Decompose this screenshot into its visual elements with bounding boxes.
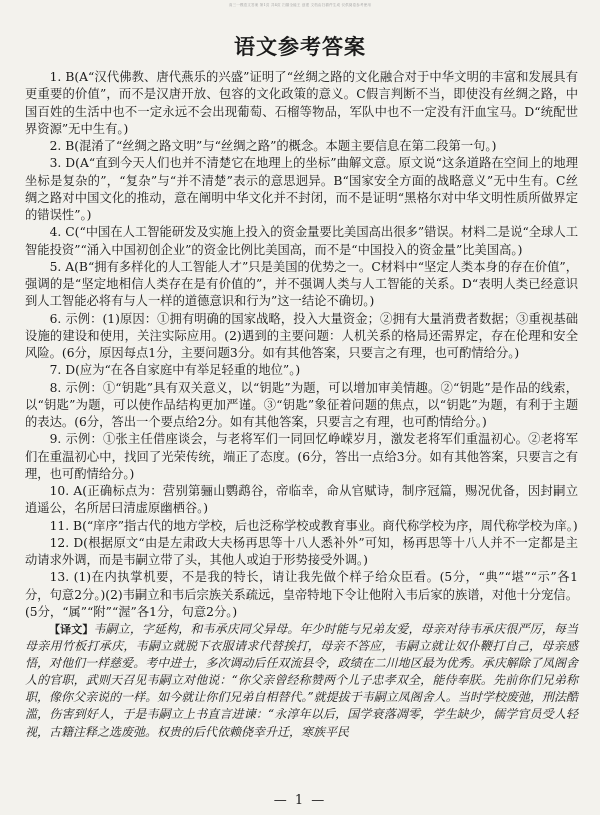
page-title: 语文参考答案 [234,35,366,59]
answer-12: 12. D(根据原文“由是左肃政大夫杨再思等十八人悉补外”可知，杨再思等十八人并不一定都是主动请求外调，而是韦嗣立带了头，其他人或迫于形势接受外调。) [25,535,578,567]
translation-label: 【译文】 [49,623,94,636]
answer-1: 1. B(A“汉代佛教、唐代燕乐的兴盛”证明了“丝绸之路的文化融合对于中华文明的丰富和发展具有更重要的价值”，而不是汉唐开放、包容的文化政策的意义。C假言判断不当，即使没有丝绸之路，中国百姓的生活中也不一定永远不会出现葡萄、石榴等物品，军队中也不一定没有汗血宝马。D“统配世界资源”无中生有。) [25,70,578,136]
answer-9: 9. 示例：①张主任借座谈会，与老将军们一同回忆峥嵘岁月，激发老将军们重温初心。②老将军们在重温初心中，找回了光荣传统，端正了态度。(6分，答出一点给3分。如有其他答案，只要言之有理，也可酌情给分。) [25,432,578,481]
page-number: — 1 — [273,793,327,808]
translation-paragraph [25,621,578,741]
answer-5: 5. A(B“拥有多样化的人工智能人才”只是美国的优势之一。C材料中“坚定人类本身的存在价值”，强调的是“坚定地相信人类存在是有价值的”，并不强调人类与人工智能的关系。D“表明人类已经意识到人工智能必将有与人一样的道德意识和行为”这一结论不确切。) [25,259,578,309]
answer-7: 7. D(应为“在各自家庭中有举足轻重的地位”。) [49,363,301,378]
answer-8: 8. 示例：①“钥匙”具有双关意义，以“钥匙”为题，可以增加审美情趣。②“钥匙”是作品的线索，以“钥匙”为题，可以使作品结构更加严谨。③“钥匙”象征着问题的焦点，以“钥匙”为题，有利于主题的表达。(6分，答出一个要点给2分。如有其他答案，只要言之有理，也可酌情给分。) [25,380,578,429]
answer-10: 10. A(正确标点为：营别第骊山鹦鹉谷，帝临幸，命从官赋诗，制序冠篇，赐况优备，因封嗣立逍遥公，名所居曰清虚原幽栖谷。) [25,484,578,516]
translation-text: 韦嗣立，字延构，和韦承庆同父异母。年少时能与兄弟友爱，母亲对待韦承庆很严厉，每当母亲用竹板打承庆，韦嗣立就脱下衣服请求代替挨打，母亲不答应，韦嗣立就让奴仆鞭打自己，母亲感悟，对他们一样慈爱。考中进士，多次调动后任双流县令，政绩在二川地区最为优秀。承庆解除了凤阁舍人的官职，武则天召见韦嗣立对他说：“你父亲曾经称赞两个儿子忠孝双全，能侍奉朕。先前你们兄弟称职，像你父亲说的一样。如今就让你们兄弟自相替代。”就提拔于韦嗣立凤阁舍人。当时学校废弛，刑法酷滥，伤害到好人，于是韦嗣立上书直言进谏：“永淳年以后，国学衰落凋零，学生缺少，儒学官员受人轻视，古籍注释之选废弛。权贵的后代依赖侥幸升迁，寒族平民 [25,622,578,739]
answer-6: 6. 示例：(1)原因：①拥有明确的国家战略，投入大量资金；②拥有大量消费者数据；③重视基础设施的建设和使用，关注实际应用。(2)遇到的主要问题：人机关系的格局还需界定，存在伦理和安全风险。(6分，原因每点1分，主要问题3分。如有其他答案，只要言之有理，也可酌情给分。) [25,311,578,360]
answer-11: 11. B(“庠序”指古代的地方学校，后也泛称学校或教育事业。商代称学校为序，周代称学校为庠。) [49,518,578,533]
answer-13: 13. (1)在内执掌机要，不是我的特长，请让我先做个样子给众臣看。(5分，“典”“堪”“示”各1分，句意2分。)(2)韦嗣立和韦后宗族关系疏远，皇帝特地下令让他附入韦后家的族谱，对他十分宠信。(5分，“属”“附”“渥”各1分，句意2分。) [25,570,578,619]
answer-4: 4. C(“中国在人工智能研发及实施上投入的资金量要比美国高出很多”错误。材料二是说“全球人工智能投资”“涌入中国初创企业”的资金比例比美国高，而不是“中国投入的资金量”比美国高。) [25,225,578,257]
answer-2: 2. B(混淆了“丝绸之路文明”与“丝绸之路”的概念。本题主要信息在第二段第一句。) [49,139,497,153]
answer-body [25,69,578,741]
scan-header-strip: 高三一模语文答案 第1页 共4页 扫描全能王 创建 文档由扫描件生成 仅供阅卷参考使用 [228,3,372,7]
answer-3: 3. D(A“直到今天人们也并不清楚它在地理上的坐标”曲解文意。原文说“这条道路在空间上的地理坐标是复杂的”，“复杂”与“并不清楚”表示的意思迥异。B“国家安全方面的战略意义”无中生有。C丝绸之路对中国文化的推动，意在阐明中华文化并不封闭，而不是证明“黑格尔对中华文明性质所做界定的错误性”。) [25,156,578,222]
